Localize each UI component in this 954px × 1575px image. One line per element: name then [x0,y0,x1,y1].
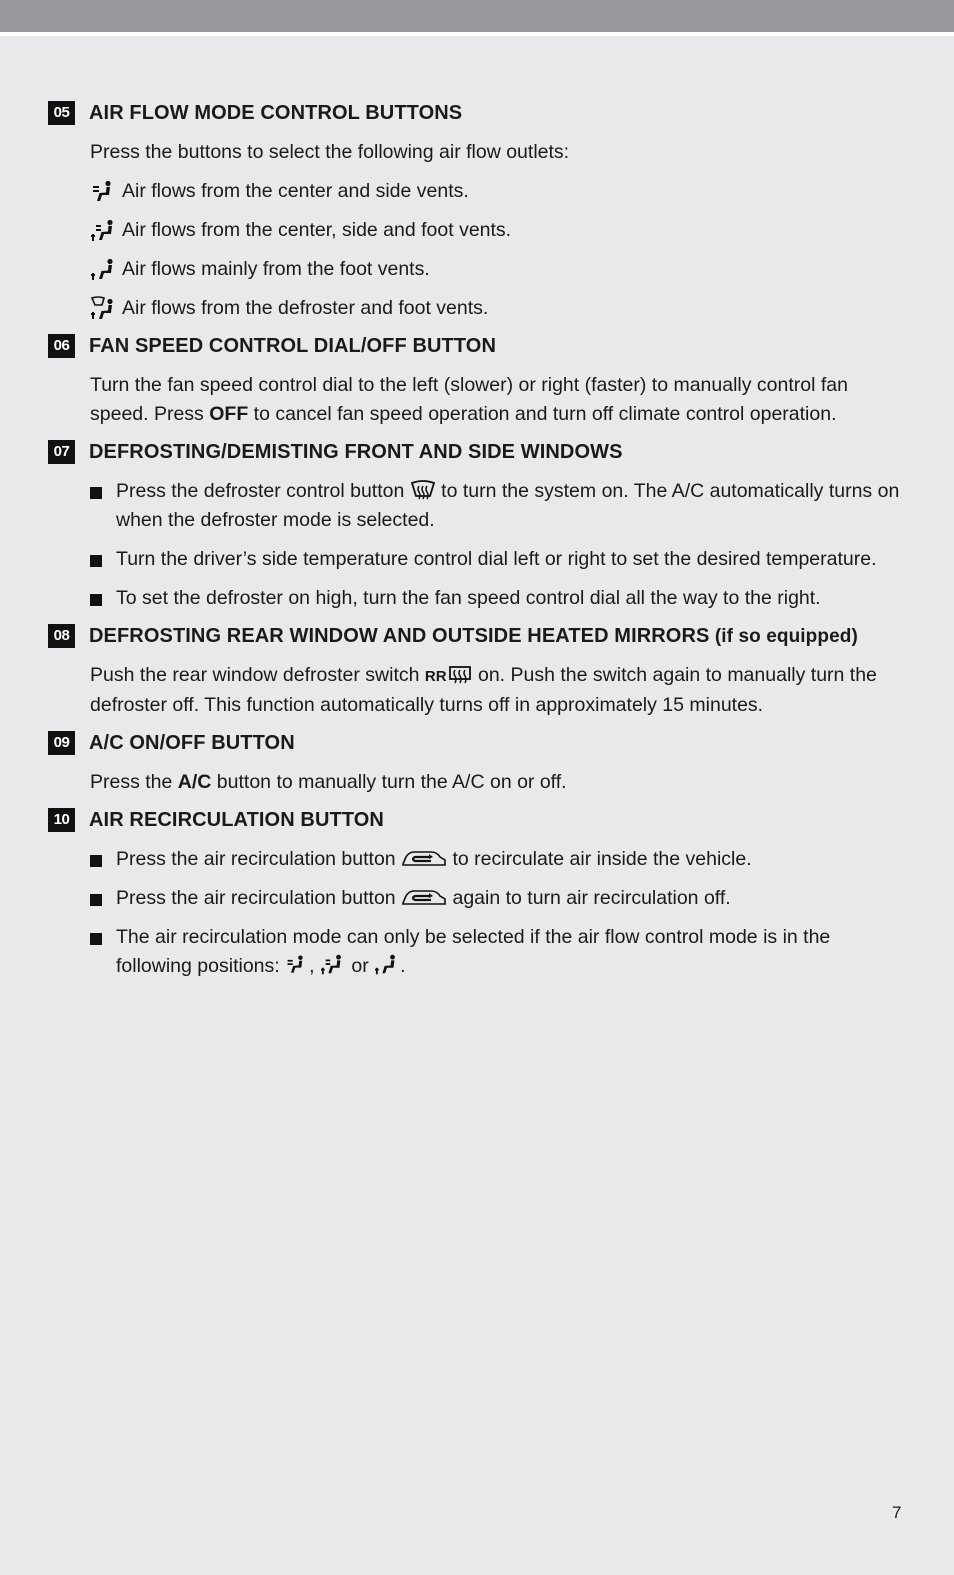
mode-text: Air flows mainly from the foot vents. [122,258,430,280]
section-title: FAN SPEED CONTROL DIAL/OFF BUTTON [89,334,497,357]
rr-label: RR [424,668,447,685]
front-defroster-icon [410,480,436,502]
foot-vent-icon [90,257,118,283]
separator: or [345,955,375,977]
section-10-list [90,845,904,981]
header-band [0,0,954,32]
section-title: DEFROSTING/DEMISTING FRONT AND SIDE WINDOWS [89,440,623,463]
section-number: 10 [48,808,75,832]
recirculation-icon [401,887,447,909]
section-06-body [90,371,904,429]
section-05-heading [48,98,904,128]
section-09-body [90,768,904,797]
list-item [90,845,904,874]
body-text: Press the [90,771,178,793]
header-rule [0,32,954,36]
body-text: Press the defroster control button [116,480,410,502]
bi-level-vent-icon [90,218,118,244]
mode-text: Air flows from the center and side vents. [122,180,469,202]
section-08-heading [48,621,904,651]
mode-text: Air flows from the defroster and foot vents. [122,297,489,319]
section-title [89,625,858,648]
section-07-heading [48,437,904,467]
section-number: 07 [48,440,75,464]
body-text: The air recirculation mode can only be selected if the air flow control mode is in the following positions: [116,926,831,977]
face-vent-icon [90,179,118,205]
list-item [90,884,904,913]
foot-vent-icon [374,953,400,977]
body-text: to turn the system on. The A/C automatically turns on when the defroster mode is selected. [116,480,900,531]
section-title-main: DEFROSTING REAR WINDOW AND OUTSIDE HEATED MIRRORS [89,624,710,647]
section-07-list [90,477,904,613]
section-number: 08 [48,624,75,648]
list-item: Turn the driver’s side temperature control dial left or right to set the desired temperature. [90,545,904,574]
mode-row-defrost-foot [90,294,904,323]
section-title-suffix: (if so equipped) [709,625,858,647]
section-title: AIR RECIRCULATION BUTTON [89,808,384,831]
mode-row-foot [90,255,904,284]
section-title: AIR FLOW MODE CONTROL BUTTONS [89,101,463,124]
separator: . [400,955,406,977]
body-text: to recirculate air inside the vehicle. [447,848,752,870]
body-text: button to manually turn the A/C on or off. [211,771,567,793]
section-number: 05 [48,101,75,125]
body-text: Press the air recirculation button [116,848,402,870]
mode-row-bilevel [90,216,904,245]
body-text: on. Push the switch again to manually turn the defroster off. This function automatically turns off in approximately 15 minutes. [90,664,877,716]
section-05-intro: Press the buttons to select the following air flow outlets: [90,141,570,163]
section-number: 06 [48,334,75,358]
list-item: To set the defroster on high, turn the fan speed control dial all the way to the right. [90,584,904,613]
ac-label: A/C [177,771,212,793]
off-label: OFF [209,403,249,425]
body-text: again to turn air recirculation off. [447,887,731,909]
list-item [90,477,904,535]
section-number: 09 [48,731,75,755]
body-text: Turn the fan speed control dial to the left (slower) or right (faster) to manually control fan speed. Press [90,374,848,425]
section-title: A/C ON/OFF BUTTON [89,731,295,754]
rear-defroster-icon [447,664,473,686]
list-item [90,923,904,981]
face-vent-icon [285,953,309,977]
body-text: Press the air recirculation button [116,887,402,909]
recirculation-icon [401,848,447,870]
page-content [48,98,904,981]
section-10-heading [48,805,904,835]
separator: , [309,955,320,977]
mode-row-face [90,177,904,206]
section-09-heading [48,728,904,758]
bi-level-vent-icon [320,953,346,977]
section-06-heading [48,331,904,361]
section-08-body [90,661,904,720]
mode-text: Air flows from the center, side and foot vents. [122,219,512,241]
defrost-foot-vent-icon [90,296,118,322]
body-text: Push the rear window defroster switch [90,664,425,686]
body-text: to cancel fan speed operation and turn off climate control operation. [248,403,837,425]
page-number: 7 [892,1503,902,1522]
